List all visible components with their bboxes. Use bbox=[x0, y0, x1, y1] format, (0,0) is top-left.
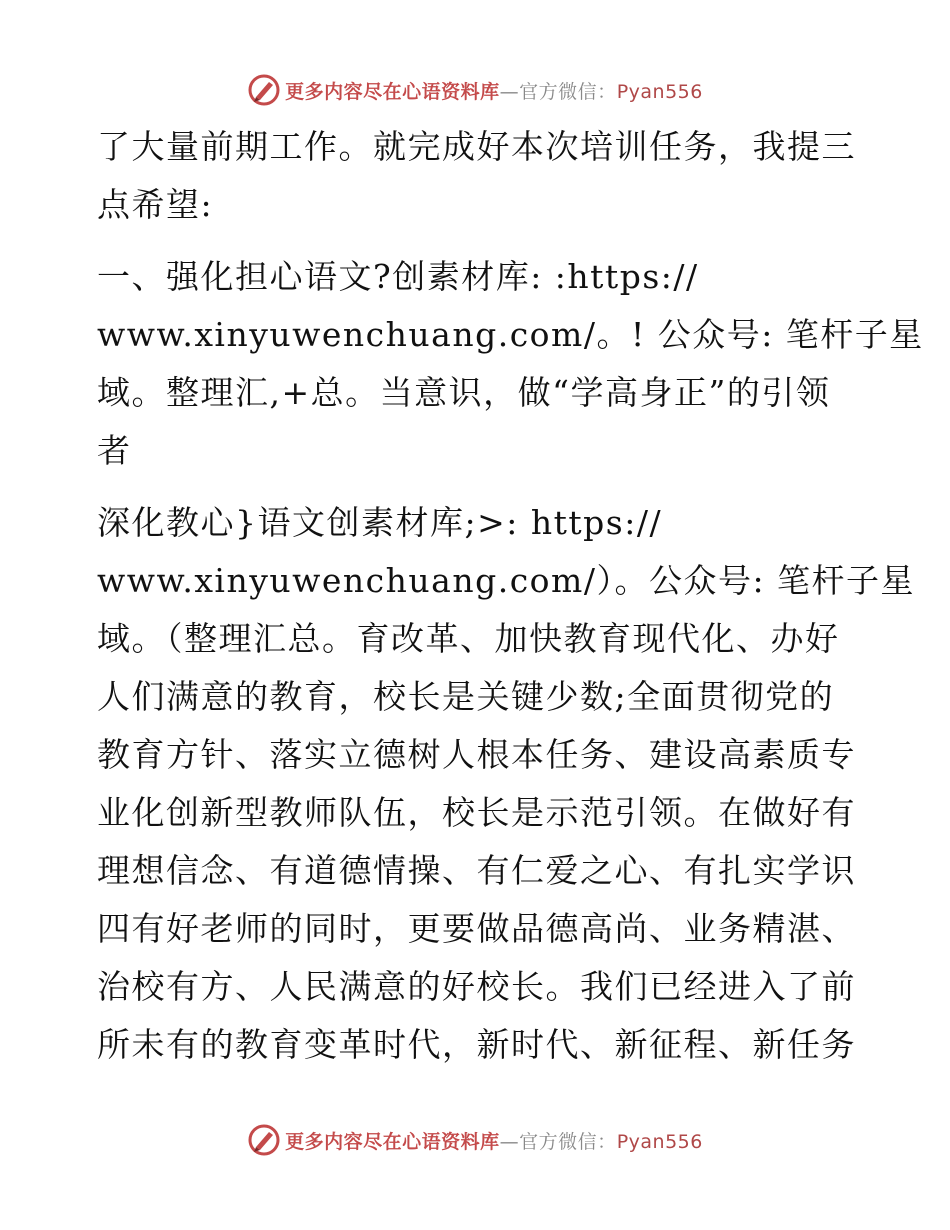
brand-logo-icon bbox=[247, 1123, 281, 1157]
paragraph-1 bbox=[97, 118, 857, 234]
brand-logo-icon bbox=[247, 73, 281, 107]
footer-dash: — bbox=[499, 1130, 520, 1153]
header-account: Pyan556 bbox=[616, 80, 703, 103]
footer-text bbox=[285, 1127, 703, 1154]
header-banner bbox=[0, 72, 950, 108]
paragraph-2 bbox=[97, 248, 924, 480]
text-line: 业化创新型教师队伍，校长是示范引领。在做好有 bbox=[97, 793, 856, 832]
footer-label: 官方微信： bbox=[519, 1130, 617, 1153]
text-line: www.xinyuwenchuang.com/。! 公众号: 笔杆子星 bbox=[97, 315, 924, 354]
paragraph-3 bbox=[97, 494, 916, 1074]
text-line: 深化教心}语文创素材库;>: https:// bbox=[97, 503, 663, 542]
text-line: www.xinyuwenchuang.com/）。公众号: 笔杆子星 bbox=[97, 561, 916, 600]
footer-brand: 更多内容尽在心语资料库 bbox=[285, 1130, 500, 1153]
text-line: 一、强化担心语文?创素材库: :https:// bbox=[97, 257, 699, 296]
document-body bbox=[97, 118, 924, 1074]
header-text bbox=[285, 77, 703, 104]
header-brand: 更多内容尽在心语资料库 bbox=[285, 80, 500, 103]
text-line: 了大量前期工作。就完成好本次培训任务，我提三 bbox=[97, 127, 856, 166]
footer-banner bbox=[0, 1122, 950, 1158]
text-line: 者 bbox=[97, 431, 132, 470]
text-line: 教育方针、落实立德树人根本任务、建设高素质专 bbox=[97, 735, 856, 774]
header-dash: — bbox=[499, 80, 520, 103]
header-label: 官方微信： bbox=[519, 80, 617, 103]
text-line: 治校有方、人民满意的好校长。我们已经进入了前 bbox=[97, 967, 856, 1006]
text-line: 所未有的教育变革时代，新时代、新征程、新任务 bbox=[97, 1025, 856, 1064]
text-line: 域。（整理汇总。育改革、加快教育现代化、办好 bbox=[97, 619, 840, 658]
footer-account: Pyan556 bbox=[616, 1130, 703, 1153]
text-line: 点希望: bbox=[97, 185, 214, 224]
text-line: 四有好老师的同时，更要做品德高尚、业务精湛、 bbox=[97, 909, 856, 948]
text-line: 域。整理汇,+总。当意识，做“学高身正”的引领 bbox=[97, 373, 831, 412]
text-line: 人们满意的教育，校长是关键少数;全面贯彻党的 bbox=[97, 677, 835, 716]
text-line: 理想信念、有道德情操、有仁爱之心、有扎实学识 bbox=[97, 851, 856, 890]
